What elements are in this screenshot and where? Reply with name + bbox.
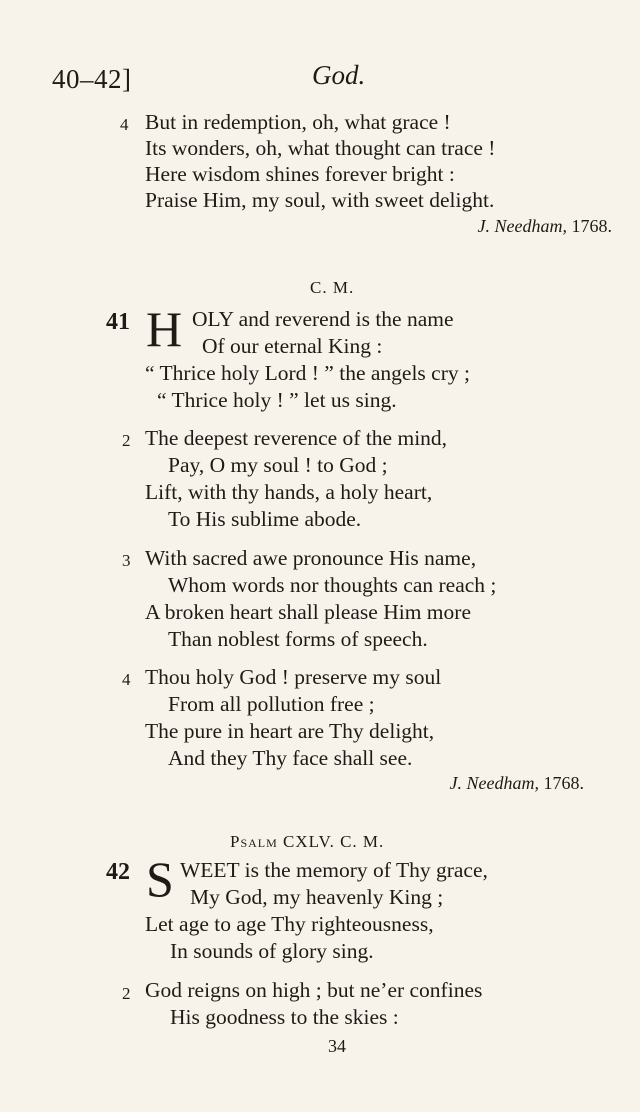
- verse-line: From all pollution free ;: [168, 692, 375, 716]
- author-name: J. Needham,: [449, 773, 539, 793]
- author-name: J. Needham,: [477, 216, 567, 236]
- verse-line: God reigns on high ; but ne’er confines: [145, 978, 483, 1002]
- verse-line: His goodness to the skies :: [170, 1005, 399, 1029]
- verse-line: Lift, with thy hands, a holy heart,: [145, 480, 433, 504]
- verse-line: Its wonders, oh, what thought can trace !: [145, 136, 496, 160]
- psalm-number: CXLV.: [283, 832, 335, 851]
- meter-label: C. M.: [310, 278, 355, 297]
- verse-line: WEET is the memory of Thy grace,: [180, 858, 488, 882]
- verse-line: The deepest reverence of the mind,: [145, 426, 448, 450]
- verse-line: Than noblest forms of speech.: [168, 627, 428, 651]
- attribution-year: 1768.: [543, 773, 584, 793]
- verse-line: But in redemption, oh, what grace !: [145, 110, 451, 134]
- meter-label: C. M.: [340, 832, 385, 851]
- verse-number: 2: [122, 984, 131, 1003]
- verse-number: 4: [122, 670, 131, 689]
- verse-line: Praise Him, my soul, with sweet delight.: [145, 188, 495, 212]
- verse-number: 3: [122, 551, 131, 570]
- verse-line: Here wisdom shines forever bright :: [145, 162, 455, 186]
- verse-line: “ Thrice holy ! ” let us sing.: [157, 388, 397, 412]
- verse-line: Of our eternal King :: [202, 334, 383, 358]
- verse-line: A broken heart shall please Him more: [145, 600, 471, 624]
- verse-line: The pure in heart are Thy delight,: [145, 719, 435, 743]
- attribution-year: 1768.: [571, 216, 612, 236]
- page-number: 34: [328, 1036, 346, 1056]
- verse-line: “ Thrice holy Lord ! ” the angels cry ;: [145, 361, 470, 385]
- verse-line: Thou holy God ! preserve my soul: [145, 665, 442, 689]
- verse-line: My God, my heavenly King ;: [190, 885, 444, 909]
- psalm-label: Psalm: [230, 832, 278, 851]
- hymn-number: 41: [106, 309, 130, 335]
- verse-line: Whom words nor thoughts can reach ;: [168, 573, 497, 597]
- verse-line: Pay, O my soul ! to God ;: [168, 453, 388, 477]
- attribution: [450, 773, 584, 794]
- attribution: [478, 216, 612, 237]
- verse-line: And they Thy face shall see.: [168, 746, 413, 770]
- drop-cap: S: [146, 851, 174, 907]
- psalm-heading: [230, 832, 384, 852]
- drop-cap: H: [146, 301, 183, 357]
- verse-number: 4: [120, 115, 129, 134]
- hymn-number: 42: [106, 859, 130, 885]
- verse-number: 2: [122, 431, 131, 450]
- verse-line: With sacred awe pronounce His name,: [145, 546, 477, 570]
- verse-line: In sounds of glory sing.: [170, 939, 374, 963]
- page-range: 40–42]: [52, 64, 132, 94]
- verse-line: Let age to age Thy righteousness,: [145, 912, 434, 936]
- verse-line: To His sublime abode.: [168, 507, 362, 531]
- verse-line: OLY and reverend is the name: [192, 307, 454, 331]
- page-title: God.: [312, 60, 366, 90]
